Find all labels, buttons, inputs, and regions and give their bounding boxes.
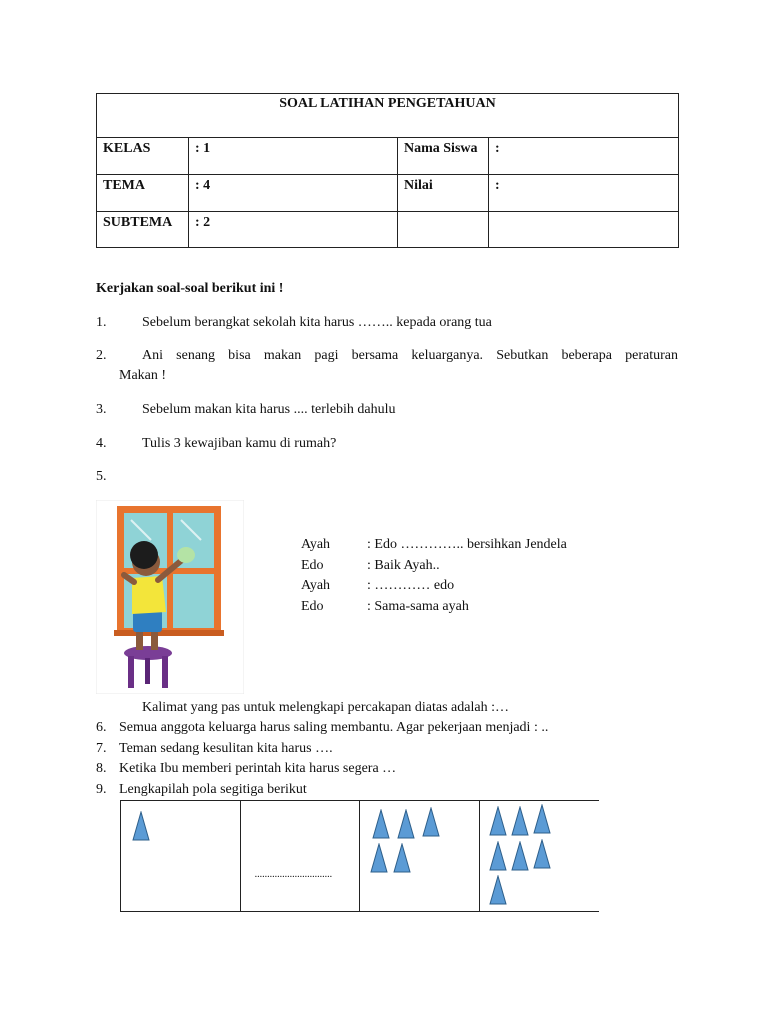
question-number: 4. [96, 436, 107, 451]
dialog-speaker: Ayah [301, 537, 331, 552]
dialog-line [301, 535, 567, 556]
pattern-cell-1 [121, 801, 241, 912]
triangle-icon [511, 841, 529, 871]
dialog-line [301, 597, 567, 618]
question-text: Semua anggota keluarga harus saling membantu. Agar pekerjaan menjadi : .. [119, 720, 549, 735]
question-text: Sebelum makan kita harus .... terlebih dahulu [142, 402, 396, 417]
question-number: 5. [96, 469, 107, 484]
question-text: Lengkapilah pola segitiga berikut [119, 782, 307, 797]
question-number: 7. [96, 741, 107, 756]
dialog [301, 535, 567, 617]
class-label: KELAS [97, 138, 189, 175]
pattern-cell-2[interactable] [240, 801, 360, 912]
dialog-speaker: Ayah [301, 578, 331, 593]
triangle-icon [533, 839, 551, 869]
student-name-value[interactable]: : [489, 138, 679, 175]
question-number: 9. [96, 782, 107, 797]
score-label: Nilai [398, 175, 489, 212]
student-name-label: Nama Siswa [398, 138, 489, 175]
question-text: Sebelum berangkat sekolah kita harus …….. kepada orang tua [142, 315, 492, 330]
question-number: 2. [96, 348, 107, 363]
triangle-icon [397, 809, 415, 839]
triangle-icon [132, 811, 150, 841]
triangle-pattern-table [120, 800, 599, 912]
instruction: Kerjakan soal-soal berikut ini ! [96, 281, 284, 296]
empty-cell [489, 212, 679, 248]
pattern-cell-4 [479, 801, 599, 912]
triangle-icon [370, 843, 388, 873]
worksheet-title: SOAL LATIHAN PENGETAHUAN [97, 94, 679, 138]
dialog-text: : Sama-sama ayah [367, 598, 469, 614]
boy-cleaning-window-illustration [96, 500, 244, 694]
triangle-icon [489, 875, 507, 905]
question-number: 1. [96, 315, 107, 330]
question-number: 8. [96, 761, 107, 776]
triangle-icon [533, 804, 551, 834]
score-value[interactable]: : [489, 175, 679, 212]
pattern-cell-3 [360, 801, 480, 912]
subtheme-value: : 2 [189, 212, 398, 248]
question-text: Ketika Ibu memberi perintah kita harus segera … [119, 761, 397, 776]
dialog-speaker: Edo [301, 557, 324, 573]
triangle-icon [511, 806, 529, 836]
question-number: 6. [96, 720, 107, 735]
question-text: Tulis 3 kewajiban kamu di rumah? [142, 436, 337, 451]
theme-label: TEMA [97, 175, 189, 212]
dialog-text: : Edo ………….. bersihkan Jendela [367, 537, 567, 552]
triangle-icon [422, 807, 440, 837]
dialog-line [301, 556, 567, 577]
theme-value: : 4 [189, 175, 398, 212]
question-text-cont: Makan ! [119, 368, 167, 383]
triangle-icon [393, 843, 411, 873]
triangle-icon [489, 806, 507, 836]
dialog-line [301, 576, 567, 597]
dialog-speaker: Edo [301, 598, 324, 614]
question-5-prompt: Kalimat yang pas untuk melengkapi percakapan diatas adalah :… [142, 700, 509, 715]
empty-cell [398, 212, 489, 248]
answer-blank[interactable]: ............................... [254, 869, 333, 880]
triangle-icon [372, 809, 390, 839]
question-text: Ani senang bisa makan pagi bersama keluarganya. Sebutkan beberapa peraturan [142, 348, 678, 363]
dialog-text: : ………… edo [367, 578, 455, 593]
dialog-text: : Baik Ayah.. [367, 557, 440, 573]
subtheme-label: SUBTEMA [97, 212, 189, 248]
class-value: : 1 [189, 138, 398, 175]
question-text: Teman sedang kesulitan kita harus …. [119, 741, 333, 756]
header-table [96, 93, 679, 248]
question-number: 3. [96, 402, 107, 417]
triangle-icon [489, 841, 507, 871]
